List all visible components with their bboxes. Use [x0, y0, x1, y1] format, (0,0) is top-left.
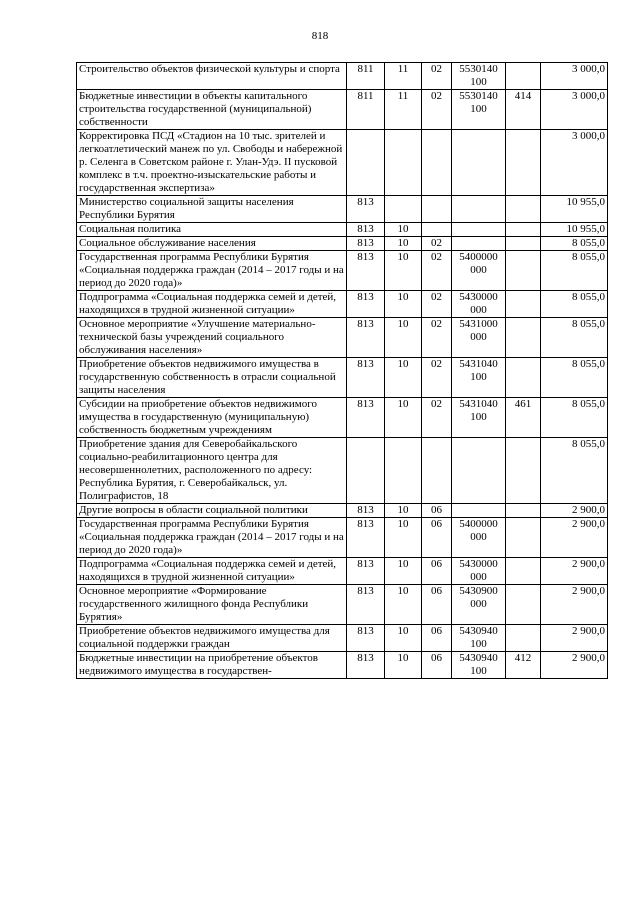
row-sum: 8 055,0 — [541, 237, 608, 251]
table-row — [77, 558, 608, 585]
row-grbs: 813 — [347, 652, 385, 679]
row-expense-type — [506, 318, 541, 358]
row-expense-type — [506, 130, 541, 196]
row-target-article: 5431040 100 — [452, 358, 506, 398]
row-section: 10 — [385, 652, 422, 679]
row-name: Основное мероприятие «Формирование государственного жилищного фонда Республики Бурятия» — [77, 585, 347, 625]
row-section: 10 — [385, 558, 422, 585]
row-section: 11 — [385, 63, 422, 90]
row-subsection: 02 — [422, 318, 452, 358]
table-row — [77, 196, 608, 223]
row-expense-type — [506, 518, 541, 558]
row-expense-type — [506, 291, 541, 318]
row-subsection: 02 — [422, 251, 452, 291]
row-subsection: 06 — [422, 558, 452, 585]
row-section — [385, 130, 422, 196]
row-grbs: 811 — [347, 90, 385, 130]
row-subsection: 02 — [422, 291, 452, 318]
row-name: Подпрограмма «Социальная поддержка семей и детей, находящихся в трудной жизненной ситуации» — [77, 558, 347, 585]
row-section: 10 — [385, 518, 422, 558]
row-section: 10 — [385, 237, 422, 251]
page-number: 818 — [311, 30, 329, 42]
row-sum: 2 900,0 — [541, 625, 608, 652]
table-row — [77, 438, 608, 504]
row-section: 10 — [385, 585, 422, 625]
row-expense-type: 461 — [506, 398, 541, 438]
row-name: Корректировка ПСД «Стадион на 10 тыс. зрителей и легкоатлетический манеж по ул. Свободы и набережной р. Селенга в Советском районе г. Улан-Удэ. II пусковой комплекс в т.ч. проектно-изыскательские работы и государственная экспертиза» — [77, 130, 347, 196]
row-target-article: 5430900 000 — [452, 585, 506, 625]
row-expense-type — [506, 63, 541, 90]
row-name: Подпрограмма «Социальная поддержка семей и детей, находящихся в трудной жизненной ситуации» — [77, 291, 347, 318]
row-expense-type — [506, 196, 541, 223]
row-expense-type — [506, 223, 541, 237]
row-sum: 8 055,0 — [541, 358, 608, 398]
row-section — [385, 196, 422, 223]
row-grbs — [347, 438, 385, 504]
row-grbs: 813 — [347, 223, 385, 237]
row-expense-type — [506, 237, 541, 251]
row-name: Приобретение объектов недвижимого имущества для социальной поддержки граждан — [77, 625, 347, 652]
row-section: 10 — [385, 358, 422, 398]
row-section: 10 — [385, 223, 422, 237]
row-name: Приобретение здания для Северобайкальского социально-реабилитационного центра для несовершеннолетних, расположенного по адресу: Республика Бурятия, г. Северобайкальск, ул. Полиграфистов, 18 — [77, 438, 347, 504]
row-grbs — [347, 130, 385, 196]
row-sum: 2 900,0 — [541, 504, 608, 518]
table-row — [77, 652, 608, 679]
row-name: Министерство социальной защиты населения Республики Бурятия — [77, 196, 347, 223]
row-grbs: 813 — [347, 318, 385, 358]
table-row — [77, 318, 608, 358]
row-name: Субсидии на приобретение объектов недвижимого имущества в государственную (муниципальную) собственность бюджетным учреждениям — [77, 398, 347, 438]
row-target-article — [452, 237, 506, 251]
row-sum: 8 055,0 — [541, 251, 608, 291]
row-target-article: 5400000 000 — [452, 518, 506, 558]
row-subsection: 02 — [422, 90, 452, 130]
row-sum: 2 900,0 — [541, 652, 608, 679]
row-grbs: 813 — [347, 504, 385, 518]
row-sum: 2 900,0 — [541, 585, 608, 625]
row-target-article — [452, 504, 506, 518]
row-expense-type: 412 — [506, 652, 541, 679]
row-sum: 10 955,0 — [541, 196, 608, 223]
row-subsection — [422, 438, 452, 504]
row-subsection: 02 — [422, 63, 452, 90]
row-target-article: 5431000 000 — [452, 318, 506, 358]
row-subsection — [422, 223, 452, 237]
table-row — [77, 251, 608, 291]
row-name: Приобретение объектов недвижимого имущества в государственную собственность в отрасли социальной защиты населения — [77, 358, 347, 398]
row-sum: 10 955,0 — [541, 223, 608, 237]
table-row — [77, 63, 608, 90]
row-grbs: 813 — [347, 237, 385, 251]
row-subsection: 02 — [422, 358, 452, 398]
row-sum: 8 055,0 — [541, 398, 608, 438]
row-section: 10 — [385, 251, 422, 291]
row-grbs: 813 — [347, 358, 385, 398]
table-row — [77, 90, 608, 130]
row-grbs: 813 — [347, 196, 385, 223]
row-name: Другие вопросы в области социальной политики — [77, 504, 347, 518]
row-grbs: 813 — [347, 398, 385, 438]
row-subsection: 06 — [422, 625, 452, 652]
row-section: 10 — [385, 625, 422, 652]
table-row — [77, 358, 608, 398]
row-subsection: 06 — [422, 585, 452, 625]
row-expense-type — [506, 558, 541, 585]
table-row — [77, 223, 608, 237]
row-expense-type — [506, 625, 541, 652]
row-subsection: 06 — [422, 652, 452, 679]
row-target-article — [452, 130, 506, 196]
row-target-article: 5430000 000 — [452, 291, 506, 318]
row-grbs: 813 — [347, 585, 385, 625]
row-expense-type — [506, 251, 541, 291]
budget-table — [76, 62, 608, 679]
row-target-article: 5400000 000 — [452, 251, 506, 291]
row-expense-type — [506, 438, 541, 504]
row-grbs: 813 — [347, 625, 385, 652]
row-name: Основное мероприятие «Улучшение материально-технической базы учреждений социального обслуживания населения» — [77, 318, 347, 358]
row-target-article: 5530140 100 — [452, 63, 506, 90]
table-row — [77, 625, 608, 652]
row-expense-type — [506, 358, 541, 398]
table-row — [77, 130, 608, 196]
row-target-article — [452, 438, 506, 504]
row-target-article: 5530140 100 — [452, 90, 506, 130]
row-subsection — [422, 196, 452, 223]
table-row — [77, 398, 608, 438]
table-row — [77, 518, 608, 558]
row-name: Бюджетные инвестиции на приобретение объектов недвижимого имущества в государствен- — [77, 652, 347, 679]
row-grbs: 813 — [347, 291, 385, 318]
row-section: 10 — [385, 504, 422, 518]
row-name: Социальная политика — [77, 223, 347, 237]
row-section: 10 — [385, 291, 422, 318]
row-subsection: 02 — [422, 237, 452, 251]
row-target-article: 5430940 100 — [452, 625, 506, 652]
row-subsection: 06 — [422, 518, 452, 558]
row-name: Социальное обслуживание населения — [77, 237, 347, 251]
row-target-article: 5431040 100 — [452, 398, 506, 438]
row-expense-type — [506, 504, 541, 518]
row-target-article — [452, 223, 506, 237]
row-sum: 3 000,0 — [541, 130, 608, 196]
table-row — [77, 504, 608, 518]
table-row — [77, 291, 608, 318]
row-name: Строительство объектов физической культуры и спорта — [77, 63, 347, 90]
row-expense-type: 414 — [506, 90, 541, 130]
row-sum: 8 055,0 — [541, 318, 608, 358]
row-section: 11 — [385, 90, 422, 130]
row-subsection: 02 — [422, 398, 452, 438]
row-sum: 8 055,0 — [541, 438, 608, 504]
row-sum: 3 000,0 — [541, 90, 608, 130]
row-target-article — [452, 196, 506, 223]
row-sum: 8 055,0 — [541, 291, 608, 318]
row-sum: 3 000,0 — [541, 63, 608, 90]
row-subsection: 06 — [422, 504, 452, 518]
row-expense-type — [506, 585, 541, 625]
row-grbs: 813 — [347, 251, 385, 291]
table-row — [77, 237, 608, 251]
row-sum: 2 900,0 — [541, 518, 608, 558]
row-sum: 2 900,0 — [541, 558, 608, 585]
row-section: 10 — [385, 398, 422, 438]
row-grbs: 811 — [347, 63, 385, 90]
row-grbs: 813 — [347, 518, 385, 558]
row-name: Государственная программа Республики Бурятия «Социальная поддержка граждан (2014 – 2017 годы и на период до 2020 года)» — [77, 251, 347, 291]
row-target-article: 5430940 100 — [452, 652, 506, 679]
budget-table-body — [77, 63, 608, 679]
row-grbs: 813 — [347, 558, 385, 585]
row-name: Государственная программа Республики Бурятия «Социальная поддержка граждан (2014 – 2017 годы и на период до 2020 года)» — [77, 518, 347, 558]
table-row — [77, 585, 608, 625]
row-subsection — [422, 130, 452, 196]
row-section — [385, 438, 422, 504]
row-target-article: 5430000 000 — [452, 558, 506, 585]
row-section: 10 — [385, 318, 422, 358]
row-name: Бюджетные инвестиции в объекты капитального строительства государственной (муниципальной) собственности — [77, 90, 347, 130]
